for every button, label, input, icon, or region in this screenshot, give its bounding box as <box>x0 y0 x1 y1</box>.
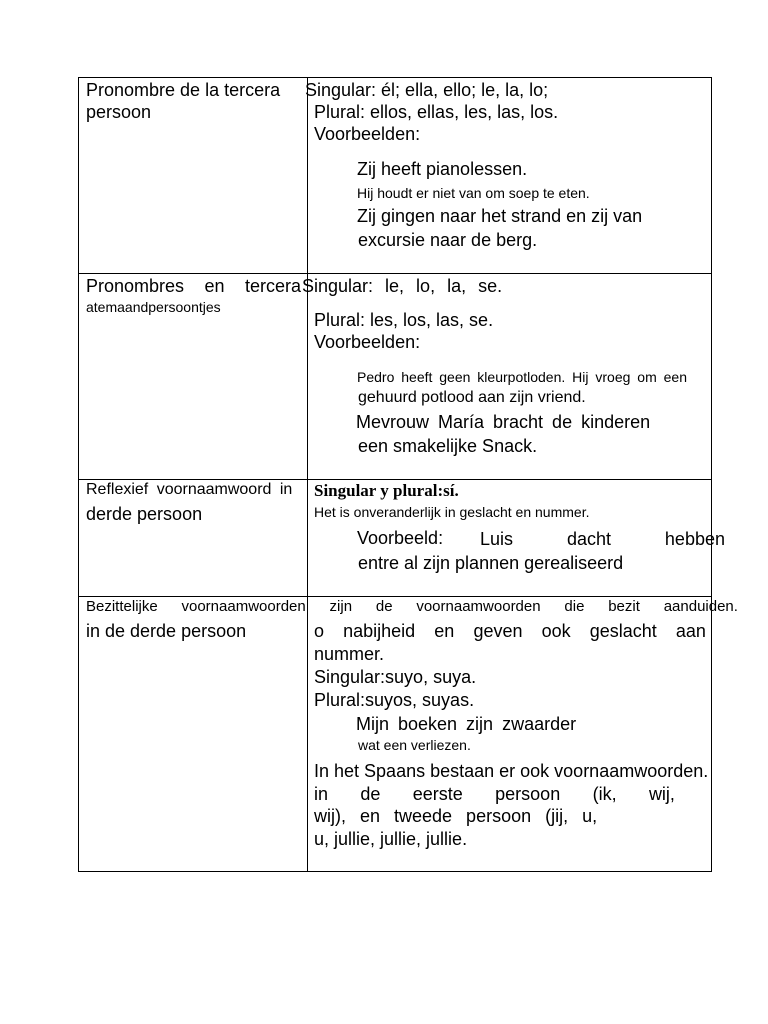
example-line: Zij heeft pianolessen. <box>357 159 528 179</box>
row-label-line: Pronombre de la tercera <box>86 80 281 100</box>
pronoun-line: Singular y plural:sí. <box>314 481 459 500</box>
description-line: In het Spaans bestaan er ook voornaamwoorden. <box>314 761 709 781</box>
example-line: Mevrouw María bracht de kinderen <box>356 412 651 432</box>
row-label-word: zijn <box>329 598 353 615</box>
example-line: wat een verliezen. <box>358 737 471 753</box>
description-word: wij, <box>648 784 675 804</box>
row-label-word: Pronombres <box>86 276 185 296</box>
description-word: ook <box>541 621 571 641</box>
description-line: Het is onveranderlijk in geslacht en nummer. <box>314 504 590 520</box>
table-border-bottom <box>78 871 712 872</box>
description-word: geven <box>473 621 523 641</box>
description-word: eerste <box>412 784 463 804</box>
pronoun-line: Plural: les, los, las, se. <box>314 310 494 330</box>
row-label-word: voornaamwoorden <box>181 598 306 615</box>
example-line <box>480 530 725 548</box>
row-label-line: persoon <box>86 102 152 122</box>
table-border-top <box>78 77 712 78</box>
row-label-word: de <box>375 598 393 615</box>
pronoun-line: Singular: le, lo, la, se. <box>302 276 503 296</box>
example-line: Voorbeeld: <box>357 528 444 548</box>
pronoun-line: Singular: él; ella, ello; le, la, lo; <box>305 80 549 100</box>
row-label-line: Reflexief voornaamwoord in <box>86 481 293 498</box>
row-label-word: bezit <box>608 598 640 615</box>
row-label-word: aanduiden. <box>663 598 738 615</box>
pronoun-line: Singular:suyo, suya. <box>314 667 477 687</box>
description-line <box>314 785 675 803</box>
example-line: Pedro heeft geen kleurpotloden. Hij vroeg om een <box>357 369 687 385</box>
row-label-line <box>86 277 301 295</box>
description-line: nummer. <box>314 644 385 664</box>
description-word: aan <box>675 621 706 641</box>
column-divider <box>307 77 308 872</box>
description-word: en <box>434 621 455 641</box>
description-line: u, jullie, jullie, jullie. <box>314 829 468 849</box>
description-word: persoon <box>495 784 561 804</box>
description-word: in <box>314 784 329 804</box>
examples-heading: Voorbeelden: <box>314 332 421 352</box>
example-line: Mijn boeken zijn zwaarder <box>356 714 577 734</box>
examples-heading: Voorbeelden: <box>314 124 421 144</box>
description-word: nabijheid <box>343 621 416 641</box>
pronoun-line: Plural:suyos, suyas. <box>314 690 475 710</box>
example-word: Luis <box>480 529 514 549</box>
description-line: wij), en tweede persoon (jij, u, <box>314 806 598 826</box>
example-line: entre al zijn plannen gerealiseerd <box>358 553 624 573</box>
row-divider-3 <box>78 596 712 597</box>
table-border-right <box>711 77 712 872</box>
example-line: gehuurd potlood aan zijn vriend. <box>358 389 586 406</box>
row-label-line: in de derde persoon <box>86 621 247 641</box>
row-label-word: die <box>564 598 585 615</box>
example-word: dacht <box>566 529 611 549</box>
description-word: o <box>314 621 325 641</box>
description-line <box>314 622 706 640</box>
description-word: (ik, <box>592 784 617 804</box>
table-border-left <box>78 77 79 872</box>
example-word: hebben <box>664 529 725 549</box>
row-label-line: atemaandpersoontjes <box>86 299 221 315</box>
row-divider-2 <box>78 479 712 480</box>
pronoun-line: Plural: ellos, ellas, les, las, los. <box>314 102 559 122</box>
row-label-word: voornaamwoorden <box>416 598 541 615</box>
example-line: Zij gingen naar het strand en zij van <box>357 206 643 226</box>
row-label-word: Bezittelijke <box>86 598 158 615</box>
example-line: excursie naar de berg. <box>358 230 538 250</box>
example-line: Hij houdt er niet van om soep te eten. <box>357 185 590 201</box>
example-line: een smakelijke Snack. <box>358 436 538 456</box>
description-word: de <box>360 784 381 804</box>
row-label-line: derde persoon <box>86 504 203 524</box>
row-label-word: en <box>204 276 225 296</box>
description-word: geslacht <box>589 621 657 641</box>
row-label-word: tercera <box>244 276 301 296</box>
row-divider-1 <box>78 273 712 274</box>
row-label-line <box>86 599 738 614</box>
